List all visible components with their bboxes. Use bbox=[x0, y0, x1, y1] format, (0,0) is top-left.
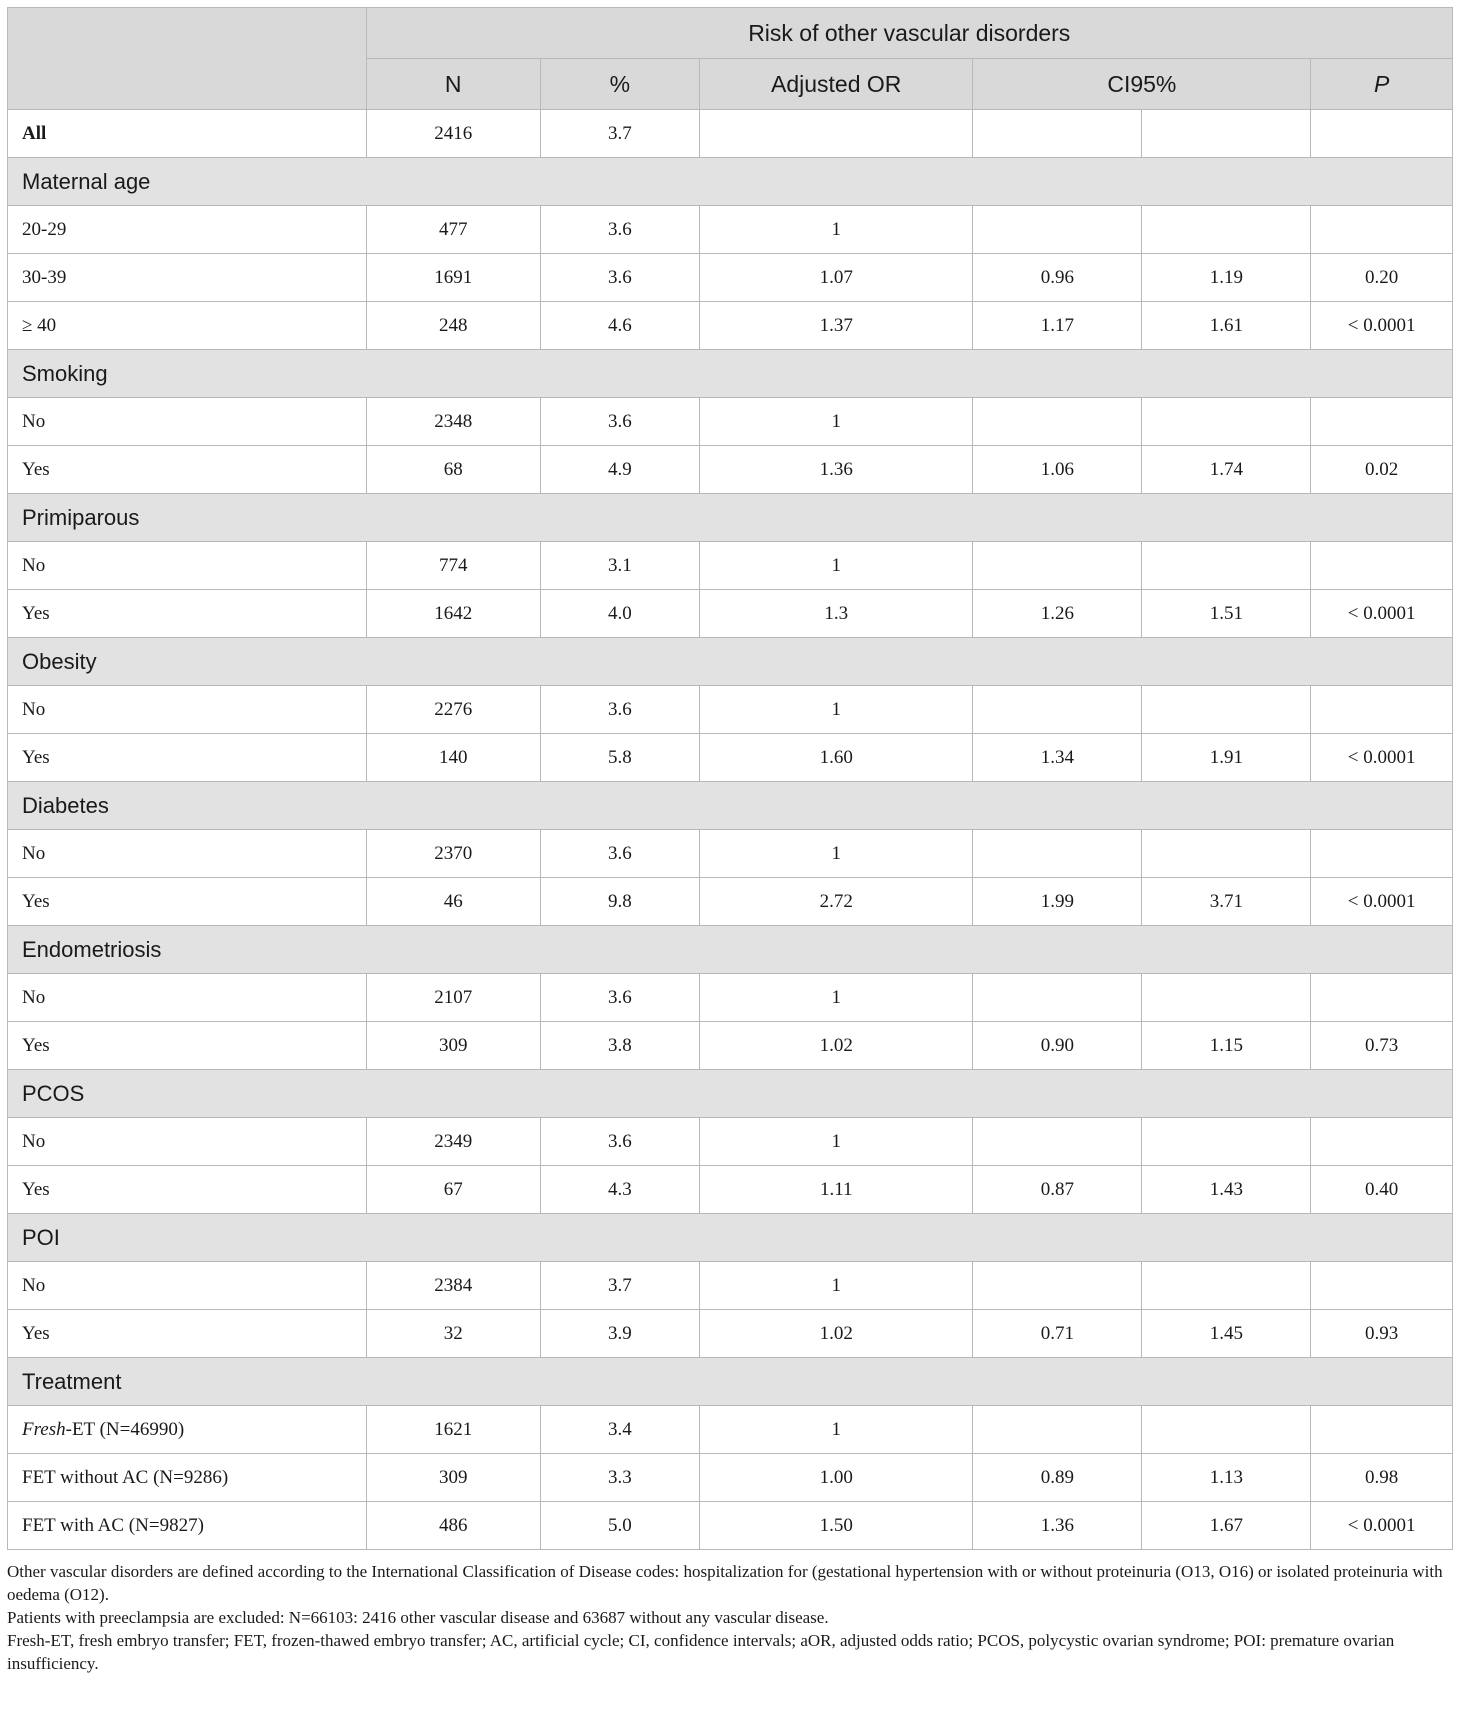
cell-n: 2276 bbox=[366, 686, 540, 734]
table-row-all bbox=[8, 110, 1453, 158]
section-header-row bbox=[8, 638, 1453, 686]
row-label: No bbox=[8, 1262, 367, 1310]
table-row bbox=[8, 734, 1453, 782]
section-title: Diabetes bbox=[8, 782, 1453, 830]
section-title: Primiparous bbox=[8, 494, 1453, 542]
section-title: Endometriosis bbox=[8, 926, 1453, 974]
cell-p bbox=[1311, 1118, 1453, 1166]
cell-ci-low bbox=[973, 686, 1142, 734]
cell-ci-high bbox=[1142, 1118, 1311, 1166]
cell-pct: 3.6 bbox=[540, 254, 699, 302]
cell-pct: 3.9 bbox=[540, 1310, 699, 1358]
cell-aor: 1.37 bbox=[699, 302, 973, 350]
row-label: No bbox=[8, 974, 367, 1022]
row-label: ≥ 40 bbox=[8, 302, 367, 350]
table-container bbox=[7, 7, 1453, 1675]
row-label: All bbox=[8, 110, 367, 158]
table-row bbox=[8, 974, 1453, 1022]
row-label bbox=[8, 1406, 367, 1454]
cell-aor: 1.07 bbox=[699, 254, 973, 302]
cell-aor: 1.02 bbox=[699, 1310, 973, 1358]
cell-n: 2416 bbox=[366, 110, 540, 158]
cell-n: 68 bbox=[366, 446, 540, 494]
col-header-ci: CI95% bbox=[973, 59, 1311, 110]
cell-aor: 1 bbox=[699, 206, 973, 254]
cell-ci-low: 0.89 bbox=[973, 1454, 1142, 1502]
cell-ci-high: 1.51 bbox=[1142, 590, 1311, 638]
cell-p bbox=[1311, 398, 1453, 446]
cell-n: 1621 bbox=[366, 1406, 540, 1454]
cell-p: 0.02 bbox=[1311, 446, 1453, 494]
table-row bbox=[8, 1454, 1453, 1502]
cell-pct: 3.6 bbox=[540, 1118, 699, 1166]
cell-ci-low: 0.87 bbox=[973, 1166, 1142, 1214]
cell-ci-high: 1.61 bbox=[1142, 302, 1311, 350]
cell-ci-low: 1.26 bbox=[973, 590, 1142, 638]
cell-ci-low bbox=[973, 206, 1142, 254]
cell-pct: 4.0 bbox=[540, 590, 699, 638]
cell-ci-high: 1.19 bbox=[1142, 254, 1311, 302]
row-label: Yes bbox=[8, 590, 367, 638]
table-row bbox=[8, 254, 1453, 302]
cell-pct: 3.1 bbox=[540, 542, 699, 590]
section-header-row bbox=[8, 494, 1453, 542]
cell-p bbox=[1311, 974, 1453, 1022]
cell-ci-high bbox=[1142, 974, 1311, 1022]
cell-n: 46 bbox=[366, 878, 540, 926]
footnote: Other vascular disorders are defined according to the International Classification of Disease codes: hospitalization for (gestational hypertension with or without proteinuria (O13, O16) or isolated proteinuria with oedema (O12). bbox=[7, 1562, 1443, 1604]
header-corner bbox=[8, 8, 367, 110]
section-header-row bbox=[8, 782, 1453, 830]
cell-n: 2348 bbox=[366, 398, 540, 446]
footnote: Patients with preeclampsia are excluded: N=66103: 2416 other vascular disease and 63687 without any vascular disease. bbox=[7, 1608, 829, 1627]
cell-ci-low bbox=[973, 542, 1142, 590]
cell-pct: 3.6 bbox=[540, 398, 699, 446]
table-footnotes bbox=[7, 1560, 1453, 1675]
table-row bbox=[8, 590, 1453, 638]
cell-p bbox=[1311, 542, 1453, 590]
cell-ci-high: 1.13 bbox=[1142, 1454, 1311, 1502]
table-row bbox=[8, 1262, 1453, 1310]
cell-aor: 1 bbox=[699, 1406, 973, 1454]
row-label-italic: Fresh bbox=[22, 1418, 66, 1440]
cell-ci-low bbox=[973, 1118, 1142, 1166]
cell-n: 774 bbox=[366, 542, 540, 590]
cell-pct: 5.8 bbox=[540, 734, 699, 782]
row-label: No bbox=[8, 830, 367, 878]
cell-ci-high: 1.45 bbox=[1142, 1310, 1311, 1358]
cell-aor bbox=[699, 110, 973, 158]
cell-n: 32 bbox=[366, 1310, 540, 1358]
header-group-title: Risk of other vascular disorders bbox=[366, 8, 1452, 59]
row-label: Yes bbox=[8, 1022, 367, 1070]
cell-ci-low: 1.36 bbox=[973, 1502, 1142, 1550]
row-label-rest: -ET (N=46990) bbox=[65, 1418, 185, 1440]
row-label: No bbox=[8, 1118, 367, 1166]
row-label: FET without AC (N=9286) bbox=[8, 1454, 367, 1502]
table-row bbox=[8, 1502, 1453, 1550]
cell-p: 0.73 bbox=[1311, 1022, 1453, 1070]
cell-aor: 2.72 bbox=[699, 878, 973, 926]
section-title: Treatment bbox=[8, 1358, 1453, 1406]
cell-pct: 3.6 bbox=[540, 686, 699, 734]
header-row-group bbox=[8, 8, 1453, 59]
cell-ci-low bbox=[973, 398, 1142, 446]
cell-ci-high: 1.74 bbox=[1142, 446, 1311, 494]
cell-ci-low: 1.06 bbox=[973, 446, 1142, 494]
table-row bbox=[8, 1166, 1453, 1214]
cell-pct: 9.8 bbox=[540, 878, 699, 926]
section-header-row bbox=[8, 1070, 1453, 1118]
cell-pct: 3.4 bbox=[540, 1406, 699, 1454]
cell-p: < 0.0001 bbox=[1311, 302, 1453, 350]
table-row bbox=[8, 1022, 1453, 1070]
cell-ci-high bbox=[1142, 1406, 1311, 1454]
table-row bbox=[8, 398, 1453, 446]
cell-pct: 3.6 bbox=[540, 974, 699, 1022]
cell-ci-high bbox=[1142, 830, 1311, 878]
col-header-pct: % bbox=[540, 59, 699, 110]
cell-ci-low: 1.17 bbox=[973, 302, 1142, 350]
table-row bbox=[8, 446, 1453, 494]
cell-n: 2370 bbox=[366, 830, 540, 878]
cell-aor: 1 bbox=[699, 1262, 973, 1310]
cell-ci-low bbox=[973, 110, 1142, 158]
section-title: POI bbox=[8, 1214, 1453, 1262]
section-header-row bbox=[8, 350, 1453, 398]
section-header-row bbox=[8, 1358, 1453, 1406]
cell-ci-high bbox=[1142, 686, 1311, 734]
row-label: 30-39 bbox=[8, 254, 367, 302]
cell-n: 67 bbox=[366, 1166, 540, 1214]
cell-p: < 0.0001 bbox=[1311, 878, 1453, 926]
row-label: Yes bbox=[8, 734, 367, 782]
row-label: Yes bbox=[8, 1166, 367, 1214]
cell-aor: 1.3 bbox=[699, 590, 973, 638]
cell-pct: 4.3 bbox=[540, 1166, 699, 1214]
cell-ci-low: 1.34 bbox=[973, 734, 1142, 782]
cell-p bbox=[1311, 830, 1453, 878]
cell-ci-low: 0.71 bbox=[973, 1310, 1142, 1358]
row-label: No bbox=[8, 398, 367, 446]
cell-ci-high bbox=[1142, 542, 1311, 590]
cell-aor: 1.60 bbox=[699, 734, 973, 782]
cell-aor: 1.02 bbox=[699, 1022, 973, 1070]
row-label: Yes bbox=[8, 446, 367, 494]
cell-ci-low: 0.96 bbox=[973, 254, 1142, 302]
row-label: Yes bbox=[8, 1310, 367, 1358]
section-header-row bbox=[8, 1214, 1453, 1262]
cell-p: 0.20 bbox=[1311, 254, 1453, 302]
row-label: FET with AC (N=9827) bbox=[8, 1502, 367, 1550]
table-row bbox=[8, 1118, 1453, 1166]
section-header-row bbox=[8, 158, 1453, 206]
cell-ci-high: 1.67 bbox=[1142, 1502, 1311, 1550]
cell-aor: 1.11 bbox=[699, 1166, 973, 1214]
cell-n: 477 bbox=[366, 206, 540, 254]
table-body bbox=[8, 110, 1453, 1550]
table-row bbox=[8, 542, 1453, 590]
cell-aor: 1 bbox=[699, 830, 973, 878]
cell-p: < 0.0001 bbox=[1311, 734, 1453, 782]
cell-ci-high bbox=[1142, 398, 1311, 446]
table-row bbox=[8, 686, 1453, 734]
cell-n: 140 bbox=[366, 734, 540, 782]
cell-ci-low: 0.90 bbox=[973, 1022, 1142, 1070]
cell-pct: 3.6 bbox=[540, 830, 699, 878]
cell-aor: 1.00 bbox=[699, 1454, 973, 1502]
cell-p bbox=[1311, 1406, 1453, 1454]
cell-n: 2107 bbox=[366, 974, 540, 1022]
cell-aor: 1 bbox=[699, 974, 973, 1022]
cell-ci-high bbox=[1142, 206, 1311, 254]
cell-pct: 5.0 bbox=[540, 1502, 699, 1550]
cell-p: 0.40 bbox=[1311, 1166, 1453, 1214]
cell-aor: 1.36 bbox=[699, 446, 973, 494]
cell-ci-low: 1.99 bbox=[973, 878, 1142, 926]
row-label: No bbox=[8, 686, 367, 734]
cell-p: < 0.0001 bbox=[1311, 1502, 1453, 1550]
cell-p bbox=[1311, 1262, 1453, 1310]
cell-pct: 4.6 bbox=[540, 302, 699, 350]
cell-ci-high: 1.15 bbox=[1142, 1022, 1311, 1070]
cell-pct: 3.8 bbox=[540, 1022, 699, 1070]
cell-ci-high: 3.71 bbox=[1142, 878, 1311, 926]
cell-pct: 4.9 bbox=[540, 446, 699, 494]
col-header-n: N bbox=[366, 59, 540, 110]
section-title: Smoking bbox=[8, 350, 1453, 398]
results-table bbox=[7, 7, 1453, 1550]
cell-p bbox=[1311, 206, 1453, 254]
cell-aor: 1 bbox=[699, 398, 973, 446]
cell-p bbox=[1311, 686, 1453, 734]
cell-aor: 1.50 bbox=[699, 1502, 973, 1550]
cell-n: 2384 bbox=[366, 1262, 540, 1310]
row-label: 20-29 bbox=[8, 206, 367, 254]
section-title: Obesity bbox=[8, 638, 1453, 686]
cell-pct: 3.7 bbox=[540, 110, 699, 158]
cell-pct: 3.3 bbox=[540, 1454, 699, 1502]
col-header-aor: Adjusted OR bbox=[699, 59, 973, 110]
table-row bbox=[8, 206, 1453, 254]
table-row bbox=[8, 878, 1453, 926]
cell-n: 248 bbox=[366, 302, 540, 350]
cell-ci-low bbox=[973, 974, 1142, 1022]
section-title: Maternal age bbox=[8, 158, 1453, 206]
cell-p: 0.98 bbox=[1311, 1454, 1453, 1502]
cell-p bbox=[1311, 110, 1453, 158]
cell-ci-high bbox=[1142, 110, 1311, 158]
table-row bbox=[8, 1310, 1453, 1358]
table-row bbox=[8, 830, 1453, 878]
cell-aor: 1 bbox=[699, 686, 973, 734]
row-label: Yes bbox=[8, 878, 367, 926]
cell-ci-high: 1.43 bbox=[1142, 1166, 1311, 1214]
cell-n: 486 bbox=[366, 1502, 540, 1550]
col-header-p: P bbox=[1311, 59, 1453, 110]
cell-p: 0.93 bbox=[1311, 1310, 1453, 1358]
cell-n: 1642 bbox=[366, 590, 540, 638]
table-row bbox=[8, 1406, 1453, 1454]
cell-ci-low bbox=[973, 1406, 1142, 1454]
cell-pct: 3.7 bbox=[540, 1262, 699, 1310]
cell-aor: 1 bbox=[699, 1118, 973, 1166]
cell-n: 309 bbox=[366, 1454, 540, 1502]
cell-ci-low bbox=[973, 830, 1142, 878]
cell-p: < 0.0001 bbox=[1311, 590, 1453, 638]
cell-n: 1691 bbox=[366, 254, 540, 302]
cell-pct: 3.6 bbox=[540, 206, 699, 254]
section-header-row bbox=[8, 926, 1453, 974]
cell-n: 2349 bbox=[366, 1118, 540, 1166]
cell-ci-low bbox=[973, 1262, 1142, 1310]
cell-aor: 1 bbox=[699, 542, 973, 590]
footnote: Fresh-ET, fresh embryo transfer; FET, frozen-thawed embryo transfer; AC, artificial cycle; CI, confidence intervals; aOR, adjusted odds ratio; PCOS, polycystic ovarian syndrome; POI: premature ovarian insufficiency. bbox=[7, 1631, 1395, 1673]
row-label: No bbox=[8, 542, 367, 590]
section-title: PCOS bbox=[8, 1070, 1453, 1118]
table-row bbox=[8, 302, 1453, 350]
cell-ci-high bbox=[1142, 1262, 1311, 1310]
cell-n: 309 bbox=[366, 1022, 540, 1070]
cell-ci-high: 1.91 bbox=[1142, 734, 1311, 782]
